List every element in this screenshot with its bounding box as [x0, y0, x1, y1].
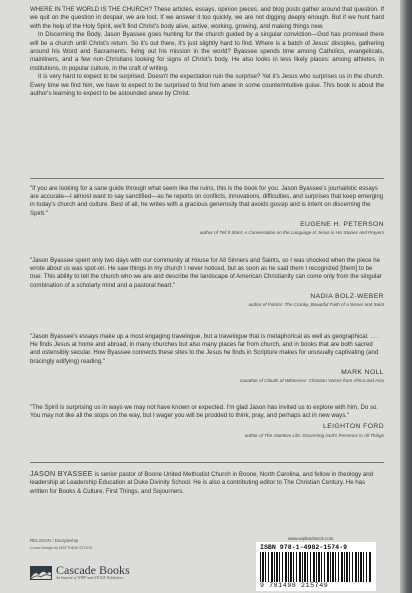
blurb-source: author of Tell It Slant: A Conversation on the Language of Jesus in His Stories and Prayers — [199, 230, 384, 236]
divider — [30, 178, 384, 179]
blurb-author: EUGENE H. PETERSON — [300, 220, 384, 228]
intro-paragraph-2: In Discerning the Body, Jason Byassee goes hunting for the church guided by a singular conviction—God has promised there will be a church until Christ's return. So it's out there, it's just slightly hard to find. Where is a batch of Jesus' disciples, gathering around his Word and Sacraments, living out his mission in the world? Byassee spends time among Catholics, evangelicals, mainliners, and a few non-Christians looking for signs of Christ's body. He also looks in less likely places: among athletes, in institutions, in popular culture, in the craft of writing. — [30, 31, 384, 72]
category-label: RELIGION / Discipleship — [30, 538, 79, 543]
blurb-quote: "If you are looking for a sane guide through what seem like the ruins, this is the book for you. Jason Byassee's journalistic essays are accurate—I almost want to say sanctified—as he reports on conflicts, innovations, difficulties, and surprises that keep emerging in today's church and culture. Best of all, he writes with a gracious generosity that avoids gossip and is intent on discerning the Spirit." — [30, 185, 384, 217]
blurb-author: LEIGHTON FORD — [323, 423, 384, 431]
spine-edge — [400, 0, 412, 593]
intro-text — [30, 6, 384, 98]
design-credit: Cover Design by MATTHEW STOCK — [30, 546, 93, 550]
blurb-author: MARK NOLL — [341, 368, 384, 376]
blurb-source: author of Pastrix: The Cranky, Beautiful Faith of a Sinner and Saint — [248, 302, 384, 308]
blurb-author: NADIA BOLZ-WEBER — [310, 292, 384, 300]
blurb-bolz-weber — [30, 257, 384, 308]
author-name: JASON BYASSEE — [30, 469, 93, 478]
intro-paragraph-3: It is very hard to expect to be surprised. Doesn't the expectation ruin the surprise? Yet it's Jesus who surprises us in the church. Every time we find him, we have to expect to be surprised to find him anew in some counterintuitive guise. This book is about the author's learning to expect to be astounded anew by Christ. — [30, 73, 384, 98]
author-bio-text: is senior pastor of Boone United Methodist Church in Boone, North Carolina, and fellow in theology and leadership at Leadership Education at Duke Divinity School. He is also a contributing editor to The Christian Century. He has written for Books & Culture, First Things, and Sojourners. — [30, 471, 374, 495]
blurb-quote: "Jason Byassee spent only two days with our community at House for All Sinners and Saints, so I was shocked when the piece he wrote about us was spot-on. He saw things in my church I never noticed, but as soon as he said them I recognized [them] to be true. This ability to tell the church who we are and describe the landscape of American Christianity can come only from the singular combination of a scholarly mind and a pastoral heart." — [30, 257, 382, 289]
intro-paragraph-1: WHERE IN THE WORLD IS THE CHURCH? These articles, essays, opinion pieces, and blog posts gather around that question. If we quit on the question in despair, we are lost. If we answer it too quickly, we are not digging deeply enough. But if we hunt hard with the help of the Holy Spirit, we'll find Christ's body alive, active, working, growing, and making things new. — [30, 6, 384, 30]
publisher-mark-icon — [30, 566, 52, 580]
blurb-noll — [30, 333, 384, 384]
divider — [30, 462, 384, 463]
blurb-quote: "The Spirit is surprising us in ways we may not have known or expected. I'm glad Jason has invited us to explore with him. Do so. You may not like all the stops on the way, but I wager you will be prodded to think, pray, and perhaps act in new ways." — [30, 404, 379, 420]
blurb-peterson — [30, 185, 384, 236]
blurb-source: author of The Attentive Life: Discerning God's Presence in All Things — [244, 432, 384, 438]
publisher-url: www.wipfandstock.com — [288, 536, 334, 541]
barcode-digits: 9 781498 215749 — [260, 582, 329, 589]
barcode-bars — [260, 552, 372, 582]
isbn-barcode — [256, 542, 376, 591]
publisher-logo — [30, 564, 130, 581]
publisher-name: Cascade Books — [56, 563, 130, 577]
isbn-label: ISBN 978-1-4982-1574-9 — [260, 544, 348, 551]
author-bio — [30, 470, 384, 496]
publisher-imprint: An Imprint of WIPF and STOCK Publishers — [56, 576, 124, 580]
blurb-source: coauthor of Clouds of Witnesses: Christian Voices from Africa and Asia — [240, 378, 384, 384]
blurb-ford — [30, 404, 384, 439]
blurb-quote: "Jason Byassee's essays make up a most engaging travelogue, but a travelogue that is metaphorical as well as geographical. . . . He finds Jesus at home and abroad, in many churches but also many places far from church, and in books that are both sacred and ostensibly secular. How Byassee connects these sites to the Jesus he finds in Scripture makes for unusually captivating (and bracingly edifying) reading." — [30, 333, 379, 365]
